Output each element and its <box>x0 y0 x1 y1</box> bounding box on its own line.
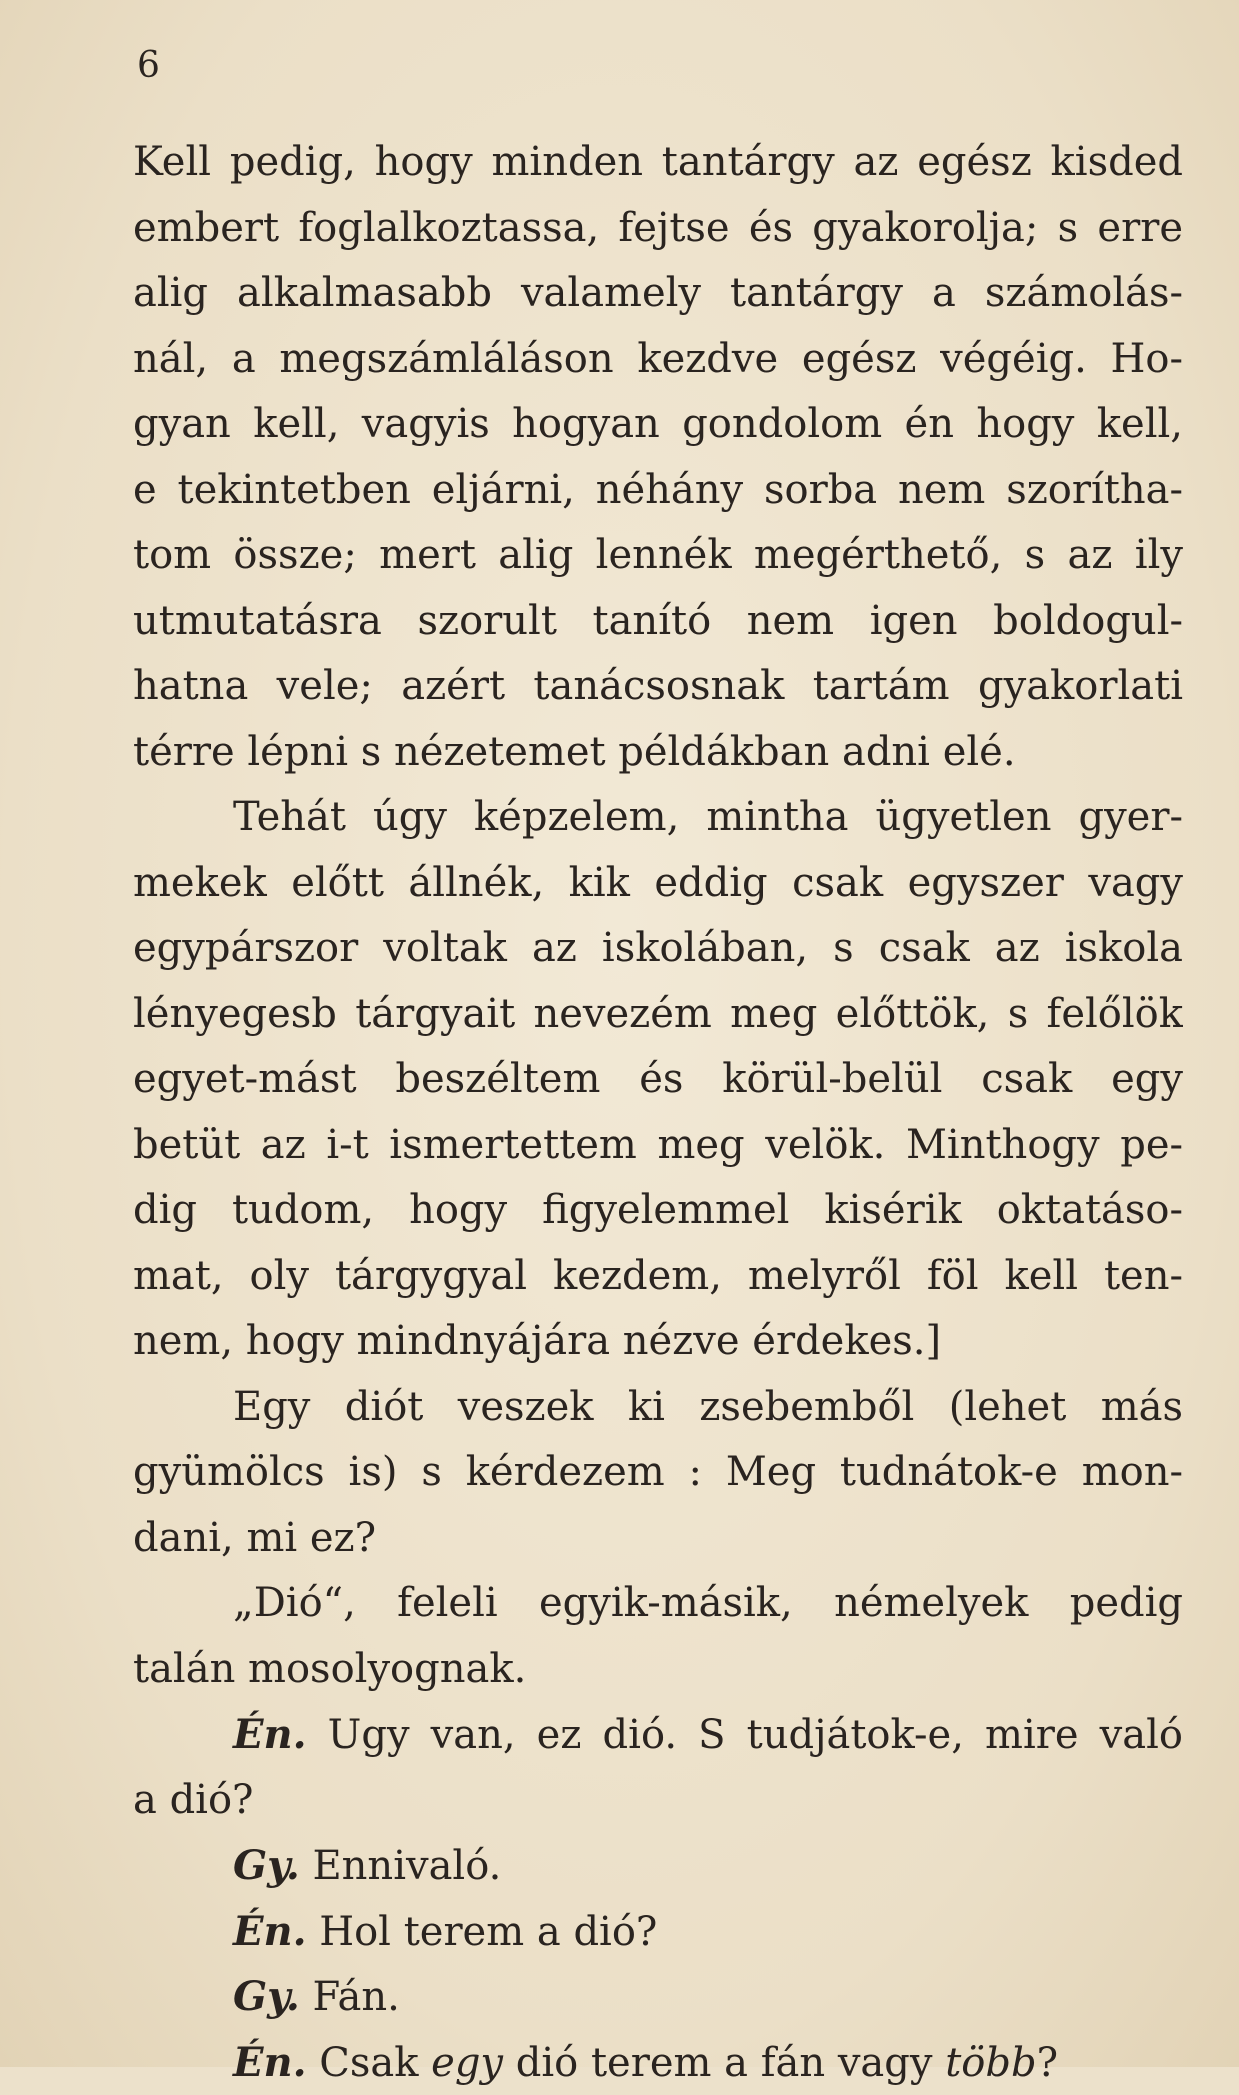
text-line: a dió? <box>133 1768 1183 1834</box>
speaker-label: Én. <box>233 1711 307 1758</box>
dialogue-text: Ennivaló. <box>312 1843 501 1889</box>
speaker-label: Gy. <box>233 1842 300 1889</box>
text-line: e tekintetben eljárni, néhány sorba nem szorítha- <box>133 458 1183 524</box>
dialogue-line <box>133 1702 1183 1768</box>
dialogue-text: Fán. <box>312 1974 399 2020</box>
text-line: dani, mi ez? <box>133 1506 1183 1572</box>
emphasized-word: egy <box>431 2040 503 2086</box>
dialogue-text: dió terem a fán vagy <box>516 2040 933 2086</box>
text-line: mat, oly tárgygyal kezdem, melyről föl kell ten- <box>133 1244 1183 1310</box>
text-line: gyümölcs is) s kérdezem : Meg tudnátok-e mon- <box>133 1440 1183 1506</box>
text-line: lényegesb tárgyait nevezém meg előttök, s felőlök <box>133 982 1183 1048</box>
text-line: nál, a megszámláláson kezdve egész végéig. Ho- <box>133 327 1183 393</box>
text-line: gyan kell, vagyis hogyan gondolom én hogy kell, <box>133 392 1183 458</box>
dialogue-text: Hol terem a dió? <box>319 1909 657 1955</box>
text-line: Egy diót veszek ki zsebemből (lehet más <box>133 1375 1183 1441</box>
text-line: nem, hogy mindnyájára nézve érdekes.] <box>133 1309 1183 1375</box>
text-line: embert foglalkoztassa, fejtse és gyakorolja; s erre <box>133 196 1183 262</box>
text-line: betüt az i-t ismertettem meg velök. Minthogy pe- <box>133 1113 1183 1179</box>
dialogue-line <box>133 1833 1183 1899</box>
emphasized-word: több <box>945 2040 1036 2086</box>
text-line: „Dió“, feleli egyik-másik, némelyek pedig <box>133 1571 1183 1637</box>
dialogue-text: ? <box>1037 2040 1058 2086</box>
text-line: alig alkalmasabb valamely tantárgy a számolás- <box>133 261 1183 327</box>
text-line: talán mosolyognak. <box>133 1637 1183 1703</box>
dialogue-text: Csak <box>319 2040 418 2086</box>
text-line: dig tudom, hogy figyelemmel kisérik oktatáso- <box>133 1178 1183 1244</box>
text-line: hatna vele; azért tanácsosnak tartám gyakorlati <box>133 654 1183 720</box>
speaker-label: Én. <box>233 2039 307 2086</box>
text-line: Kell pedig, hogy minden tantárgy az egész kisded <box>133 130 1183 196</box>
body-text <box>133 130 1183 2095</box>
text-line: mekek előtt állnék, kik eddig csak egyszer vagy <box>133 851 1183 917</box>
text-line: egypárszor voltak az iskolában, s csak az iskola <box>133 916 1183 982</box>
dialogue-line <box>133 1964 1183 2030</box>
text-line: térre lépni s nézetemet példákban adni elé. <box>133 720 1183 786</box>
text-line: utmutatásra szorult tanító nem igen boldogul- <box>133 589 1183 655</box>
dialogue-line <box>133 2030 1183 2095</box>
dialogue-line <box>133 1899 1183 1965</box>
page-number: 6 <box>137 48 160 84</box>
text-line: egyet-mást beszéltem és körül-belül csak egy <box>133 1047 1183 1113</box>
text-line: Tehát úgy képzelem, mintha ügyetlen gyer- <box>133 785 1183 851</box>
dialogue-text: Ugy van, ez dió. S tudjátok-e, mire való <box>328 1712 1183 1758</box>
speaker-label: Én. <box>233 1908 307 1955</box>
speaker-label: Gy. <box>233 1973 300 2020</box>
text-line: tom össze; mert alig lennék megérthető, s az ily <box>133 523 1183 589</box>
